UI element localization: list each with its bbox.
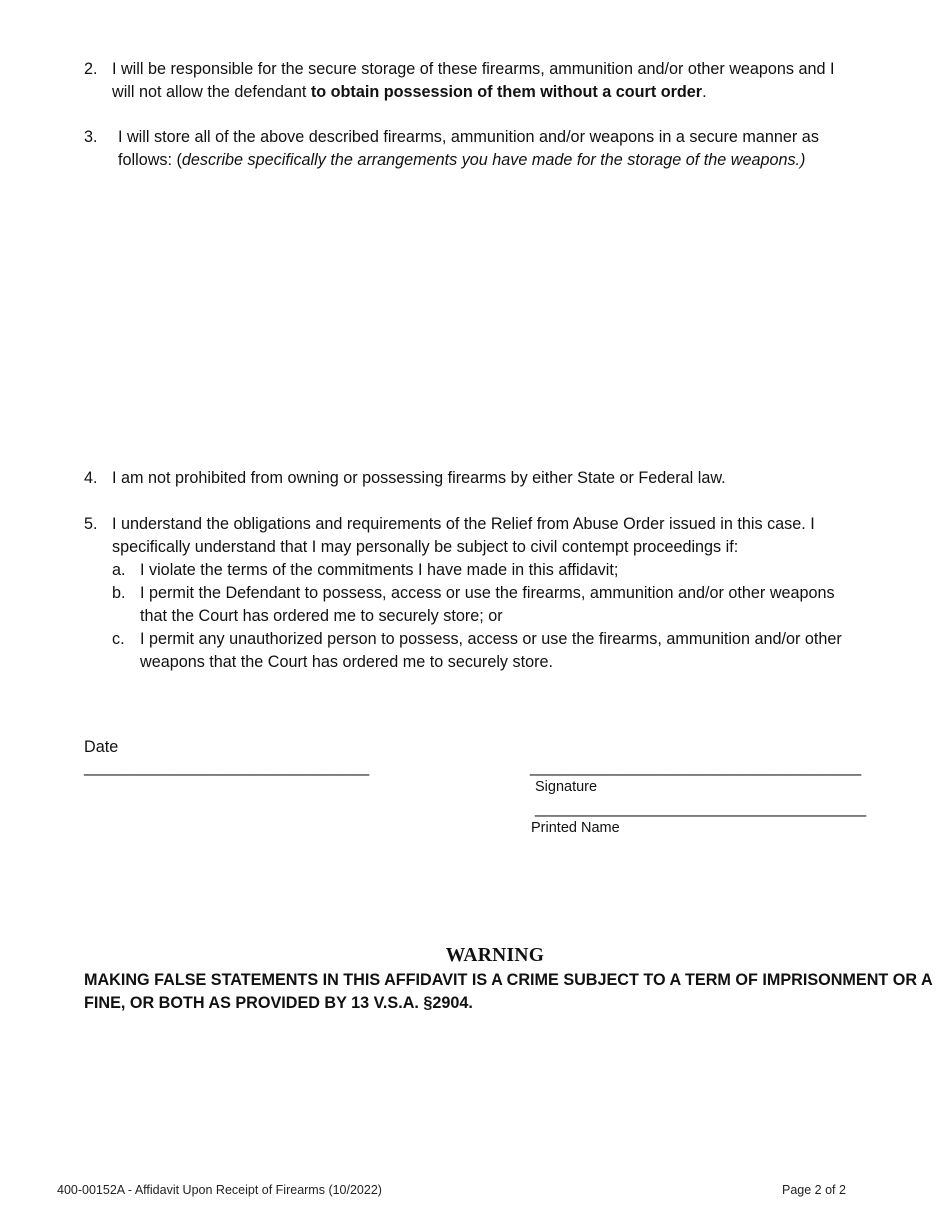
subitem-b-letter: b. <box>112 584 126 602</box>
item-2-line-2-end: . <box>702 83 707 101</box>
subitem-b-line-1: I permit the Defendant to possess, access or use the firearms, ammunition and/or other weapons <box>140 584 835 602</box>
warning-line-2: FINE, OR BOTH AS PROVIDED BY 13 V.S.A. §2904. <box>84 994 473 1012</box>
subitem-c-line-2: weapons that the Court has ordered me to securely store. <box>140 653 554 671</box>
date-line[interactable]: _______________________________ <box>84 758 370 776</box>
item-3-line-2-text: follows: ( <box>118 151 182 169</box>
item-4-number: 4. <box>84 469 98 487</box>
item-2-line-2 <box>112 81 707 104</box>
item-3-line-2-italic: describe specifically the arrangements you have made for the storage of the weapons.) <box>181 151 806 169</box>
item-5-line-1: I understand the obligations and requirements of the Relief from Abuse Order issued in this case. I <box>112 515 815 533</box>
date-label: Date <box>84 738 119 756</box>
warning-line-1: MAKING FALSE STATEMENTS IN THIS AFFIDAVIT IS A CRIME SUBJECT TO A TERM OF IMPRISONMENT OR A <box>84 971 933 989</box>
item-3-number: 3. <box>84 128 98 146</box>
subitem-c-letter: c. <box>112 630 125 648</box>
item-5-number: 5. <box>84 515 98 533</box>
footer-form-id: 400-00152A - Affidavit Upon Receipt of Firearms (10/2022) <box>57 1183 382 1197</box>
item-3-line-2 <box>118 149 805 172</box>
subitem-b-line-2: that the Court has ordered me to securely store; or <box>140 607 503 625</box>
printed-name-line[interactable]: ____________________________________ <box>535 799 867 817</box>
subitem-c-line-1: I permit any unauthorized person to possess, access or use the firearms, ammunition and/or other <box>140 630 842 648</box>
footer-page-number: Page 2 of 2 <box>782 1183 846 1197</box>
item-2-line-2-bold: to obtain possession of them without a court order <box>310 83 703 101</box>
item-5-line-2: specifically understand that I may personally be subject to civil contempt proceedings if: <box>112 538 739 556</box>
item-2-number: 2. <box>84 60 98 78</box>
printed-name-label: Printed Name <box>531 820 620 836</box>
subitem-a-line-1: I violate the terms of the commitments I have made in this affidavit; <box>140 561 619 579</box>
signature-line[interactable]: ____________________________________ <box>530 758 862 776</box>
item-3-line-1: I will store all of the above described firearms, ammunition and/or weapons in a secure manner as <box>118 128 819 146</box>
subitem-a-letter: a. <box>112 561 126 579</box>
item-2-line-2-text: will not allow the defendant <box>112 83 311 101</box>
item-4-text: I am not prohibited from owning or possessing firearms by either State or Federal law. <box>112 469 726 487</box>
warning-title: WARNING <box>445 945 545 966</box>
signature-label: Signature <box>535 779 598 795</box>
item-2-line-1: I will be responsible for the secure storage of these firearms, ammunition and/or other weapons and I <box>112 60 835 78</box>
